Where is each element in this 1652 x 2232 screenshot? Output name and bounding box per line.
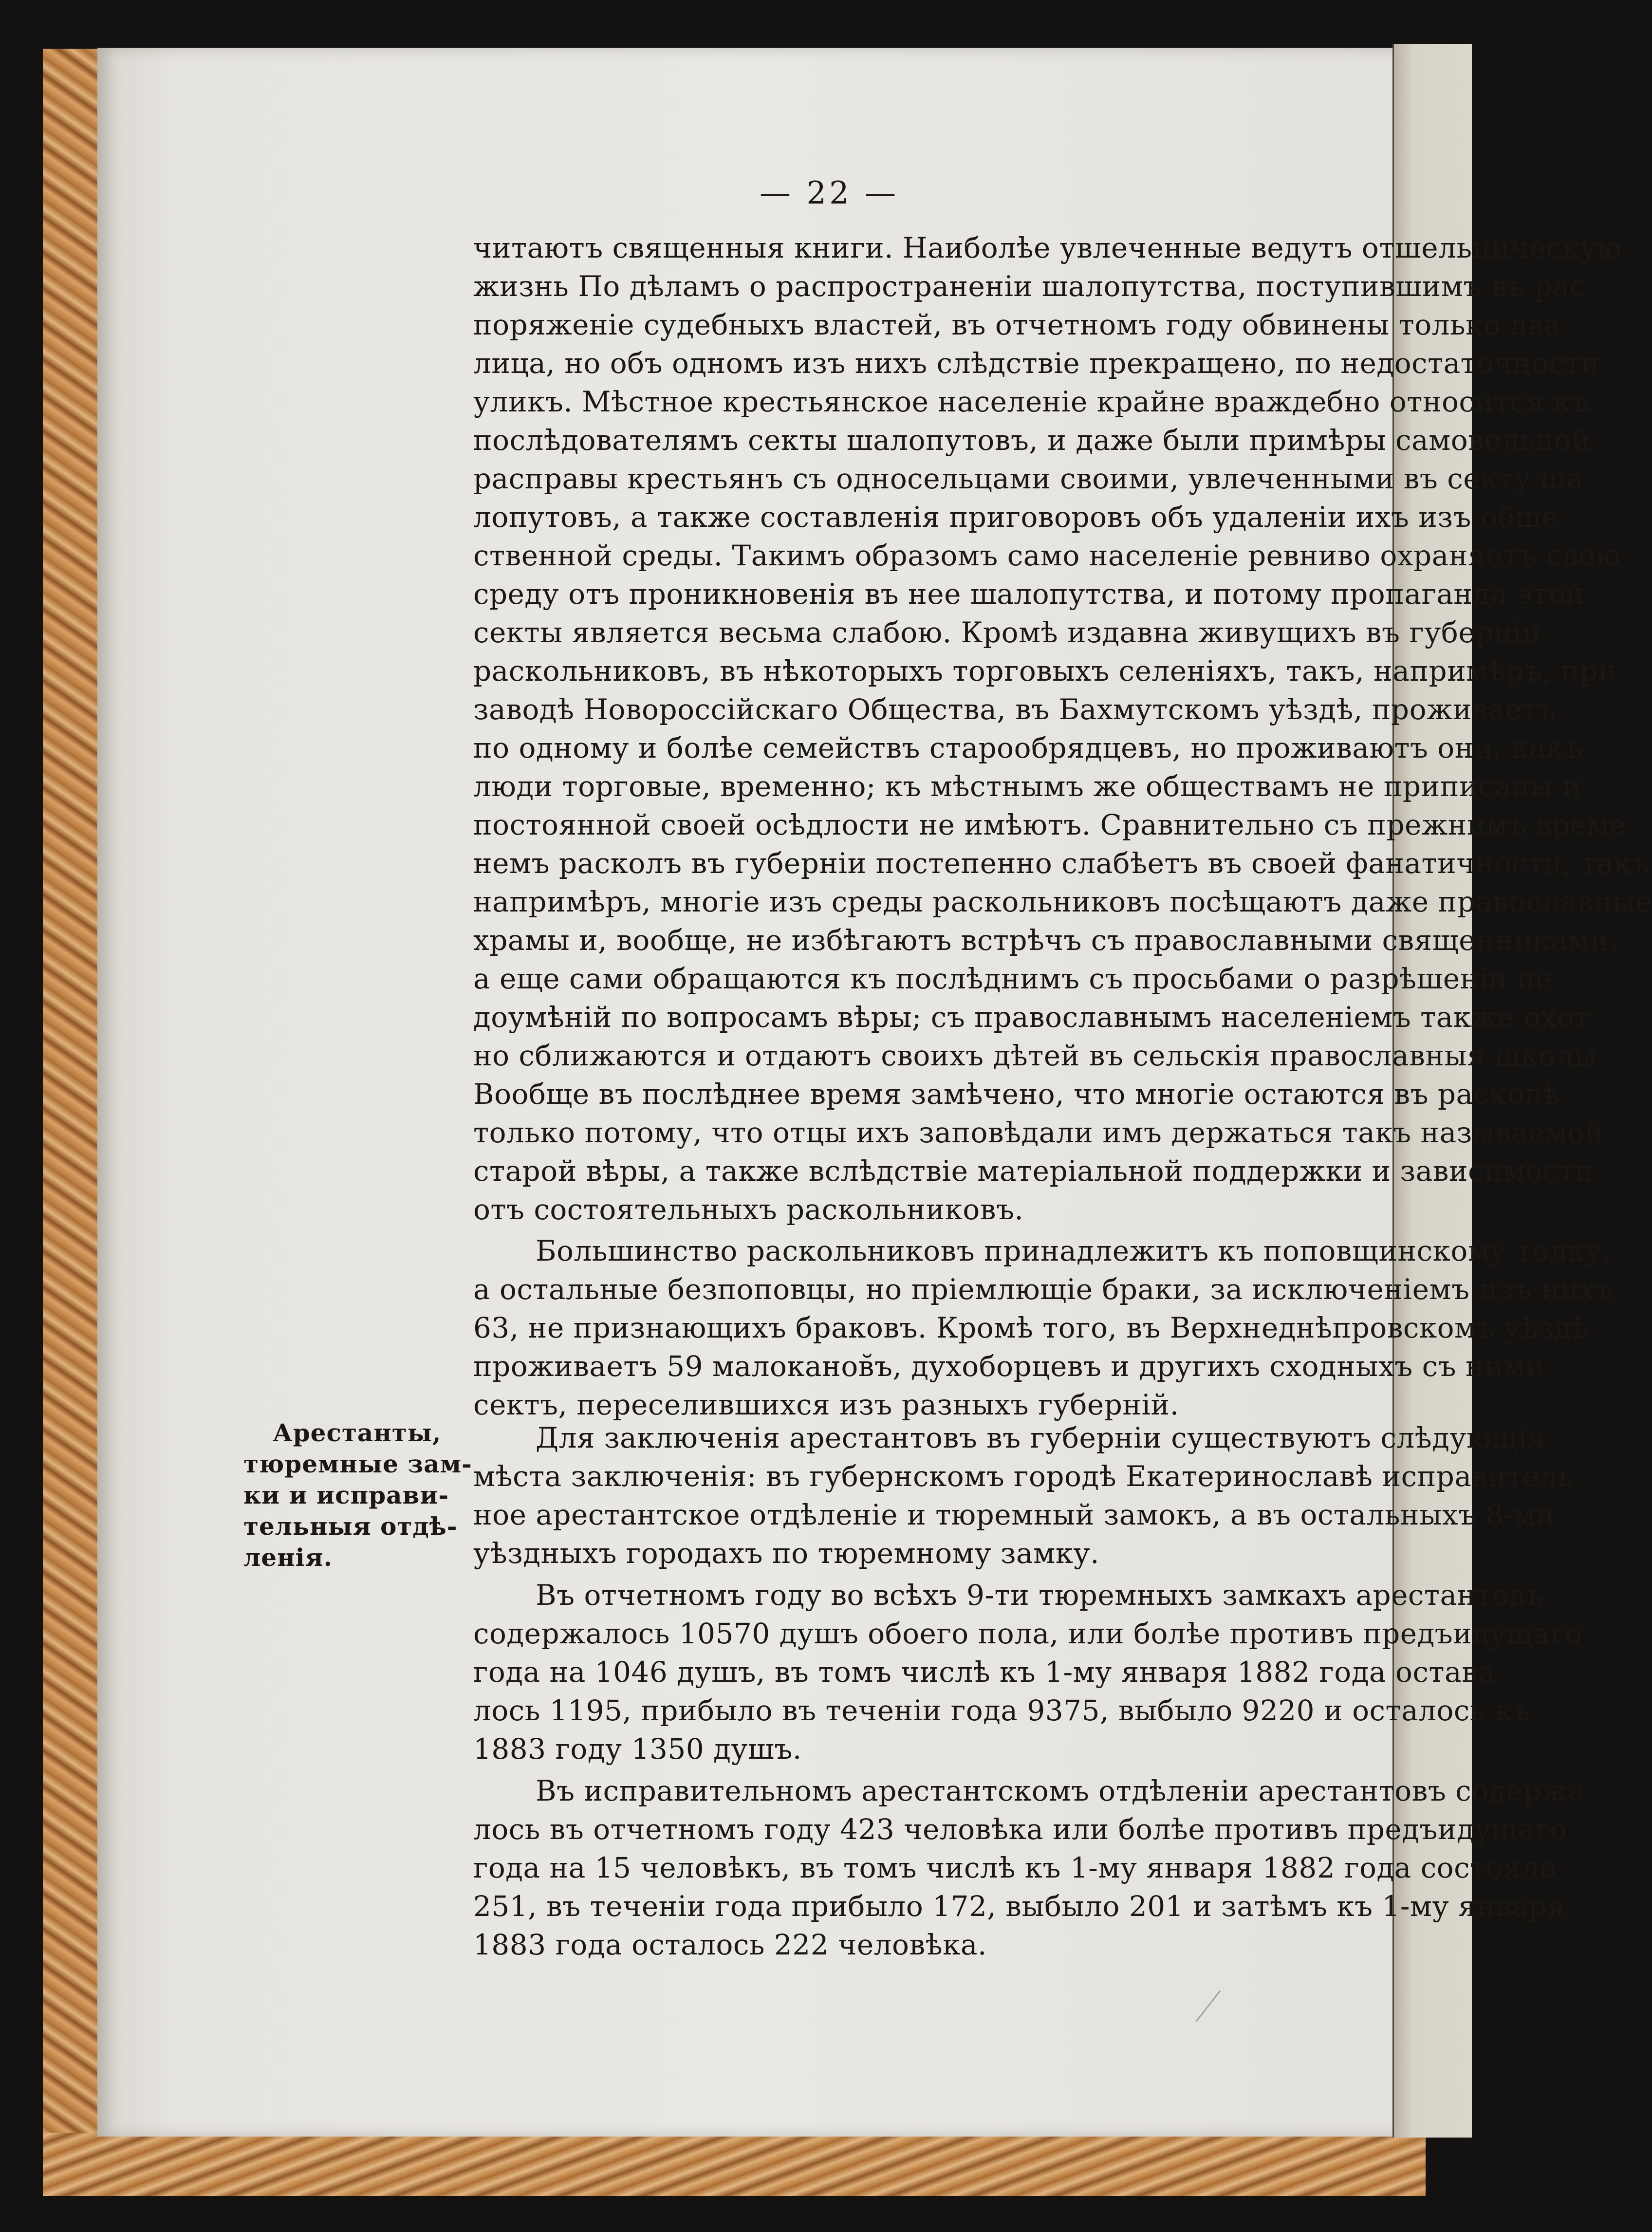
text-line: Въ исправительномъ арестантскомъ отдѣленіи арестантовъ содержа — [536, 1774, 1585, 1807]
text-line: жизнь По дѣламъ о распространеніи шалопутства, поступившимъ въ рас — [473, 270, 1586, 303]
side-heading-line: тельныя отдѣ- — [243, 1512, 458, 1541]
text-line: по одному и болѣе семействъ старообрядцевъ, но проживаютъ они, какъ — [473, 731, 1582, 764]
text-line: уѣздныхъ городахъ по тюремному замку. — [473, 1537, 1100, 1570]
text-line: Для заключенія арестантовъ въ губерніи существуютъ слѣдующія — [536, 1421, 1545, 1454]
text-line: немъ расколъ въ губерніи постепенно слабѣетъ въ своей фанатичности, такъ — [473, 847, 1651, 880]
text-line: храмы и, вообще, не избѣгаютъ встрѣчъ съ православными священниками, — [473, 924, 1619, 957]
text-line: сектъ, переселившихся изъ разныхъ губерній. — [473, 1388, 1179, 1421]
side-heading-line: Арестанты, — [273, 1418, 442, 1447]
text-line: секты является весьма слабою. Кромѣ издавна живущихъ въ губерніи — [473, 616, 1541, 649]
text-line: Въ отчетномъ году во всѣхъ 9-ти тюремныхъ замкахъ арестантовъ — [536, 1579, 1544, 1612]
text-line: расправы крестьянъ съ односельцами своими, увлеченными въ секту ша — [473, 462, 1584, 495]
text-line: Большинство раскольниковъ принадлежитъ къ поповщинскому толку, — [536, 1234, 1612, 1267]
text-line: лось въ отчетномъ году 423 человѣка или болѣе противъ предъидущаго — [473, 1813, 1567, 1846]
text-line: старой вѣры, а также вслѣдствіе матеріальной поддержки и зависимости — [473, 1154, 1594, 1188]
text-line: лица, но объ одномъ изъ нихъ слѣдствіе прекращено, по недостаточности — [473, 347, 1600, 380]
text-line: Вообще въ послѣднее время замѣчено, что многіе остаются въ расколѣ — [473, 1078, 1560, 1111]
text-line: проживаетъ 59 малоканов̆ъ, духоборцевъ и другихъ сходныхъ съ ними — [473, 1350, 1545, 1383]
text-line: люди торговые, временно; къ мѣстнымъ же обществамъ не приписаны и — [473, 770, 1581, 803]
text-line: мѣста заключенія: въ губернскомъ городѣ Екатеринославѣ исправитель — [473, 1460, 1574, 1493]
text-line: 251, въ теченіи года прибыло 172, выбыло 201 и затѣмъ къ 1-му января — [473, 1890, 1565, 1923]
text-line: только потому, что отцы ихъ заповѣдали имъ держаться такъ называемой — [473, 1116, 1604, 1149]
text-line: доумѣній по вопросамъ вѣры; съ православнымъ населеніемъ также охот — [473, 1001, 1590, 1034]
text-line: раскольниковъ, въ нѣкоторыхъ торговыхъ селеніяхъ, такъ, напримѣръ, при — [473, 654, 1617, 688]
text-line: читаютъ священныя книги. Наиболѣе увлеченные ведутъ отшельническую — [473, 231, 1622, 264]
text-line: отъ состоятельныхъ раскольниковъ. — [473, 1193, 1024, 1226]
text-line: года на 15 человѣкъ, въ томъ числѣ къ 1-му января 1882 года состояло — [473, 1851, 1557, 1884]
text-line: уликъ. Мѣстное крестьянское населеніе крайне враждебно относится къ — [473, 385, 1590, 418]
text-line: ное арестантское отдѣленіе и тюремный замокъ, а въ остальныхъ 8-ми — [473, 1498, 1555, 1531]
text-line: ственной среды. Такимъ образомъ само населеніе ревниво охраняетъ свою — [473, 539, 1621, 572]
text-line: лопутовъ, а также составленія приговоровъ объ удаленіи ихъ изъ обще — [473, 501, 1559, 534]
text-line: заводѣ Новороссійскаго Общества, въ Бахмутскомъ уѣздѣ, проживаетъ — [473, 693, 1557, 726]
text-line: поряженіе судебныхъ властей, въ отчетномъ году обвинены только два — [473, 308, 1561, 341]
text-line: 1883 года осталось 222 человѣка. — [473, 1928, 987, 1961]
text-line: напримѣръ, многіе изъ среды раскольниковъ посѣщаютъ даже православные — [473, 885, 1652, 918]
text-line: среду отъ проникновенія въ нее шалопутства, и потому пропаганда этой — [473, 577, 1585, 611]
text-line: постоянной своей осѣдлости не имѣютъ. Сравнительно съ прежнимъ време — [473, 808, 1626, 841]
text-line: а еще сами обращаются къ послѣднимъ съ просьбами о разрѣшеніи не — [473, 962, 1553, 995]
side-heading-line: ки и исправи- — [243, 1481, 449, 1509]
text-line: содержалось 10570 душъ обоего пола, или болѣе противъ предъидущаго — [473, 1617, 1582, 1650]
text-line: но сближаются и отдаютъ своихъ дѣтей въ сельскія православныя школы. — [473, 1039, 1606, 1072]
text-line: года на 1046 душъ, въ томъ числѣ къ 1-му января 1882 года остава — [473, 1655, 1495, 1689]
side-heading-line: тюремные зам- — [243, 1450, 472, 1478]
page-number: — 22 — — [760, 175, 899, 211]
text-line: лось 1195, прибыло въ теченіи года 9375, выбыло 9220 и осталось къ — [473, 1694, 1531, 1727]
text-line: послѣдователямъ секты шалопутовъ, и даже были примѣры самовольной — [473, 424, 1591, 457]
text-line: 63, не признающихъ браковъ. Кромѣ того, въ Верхнеднѣпровскомъ уѣздѣ — [473, 1311, 1589, 1344]
text-line: а остальные безпоповцы, но пріемлющіе браки, за исключеніемъ изъ нихъ — [473, 1273, 1614, 1306]
side-heading-line: ленія. — [243, 1543, 333, 1572]
text-line: 1883 году 1350 душъ. — [473, 1732, 802, 1766]
